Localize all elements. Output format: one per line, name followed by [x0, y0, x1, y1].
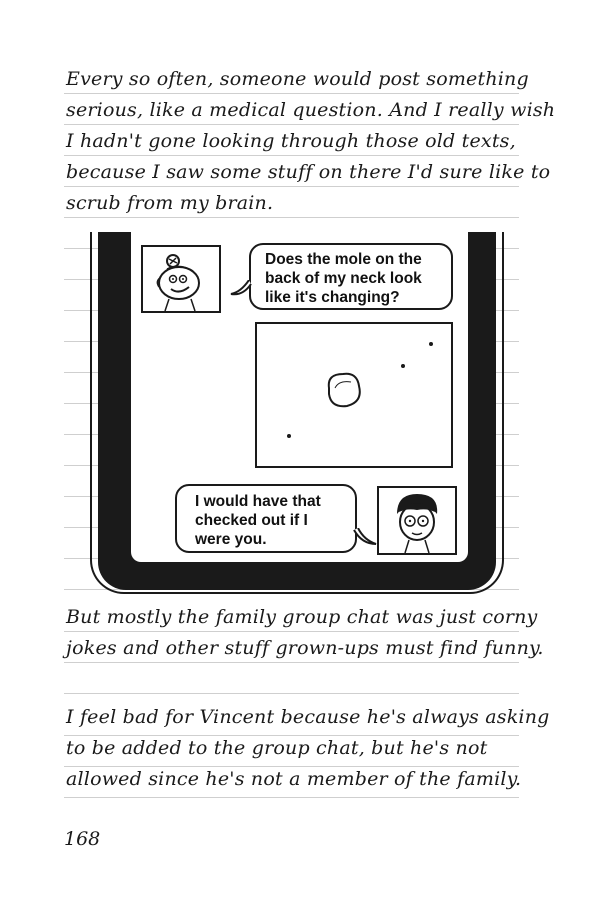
text-line: scrub from my brain. [66, 192, 274, 214]
text-line: serious, like a medical question. And I really wish [66, 99, 556, 121]
page-number: 168 [64, 828, 101, 850]
text-line: I feel bad for Vincent because he's always asking [66, 706, 550, 728]
text-line: I hadn't gone looking through those old texts, [66, 130, 516, 152]
chat-text-line: like it's changing? [265, 289, 400, 306]
chat-text-line: Does the mole on the [265, 251, 422, 268]
text-line: because I saw some stuff on there I'd sure like to [66, 161, 551, 183]
mom-avatar-icon [377, 486, 457, 555]
grandma-avatar-icon [141, 245, 221, 313]
chat-text-line: checked out if I [195, 512, 308, 529]
bubble-tail-icon [229, 280, 253, 300]
chat-bubble-incoming [249, 243, 453, 310]
mole-photo [255, 322, 453, 468]
text-line: jokes and other stuff grown-ups must find funny. [66, 637, 544, 659]
chat-text-line: back of my neck look [265, 270, 422, 287]
chat-bubble-outgoing [175, 484, 357, 553]
text-line: Every so often, someone would post something [66, 68, 529, 90]
text-line: allowed since he's not a member of the family. [66, 768, 522, 790]
chat-text-line: I would have that [195, 493, 321, 510]
chat-text-line: were you. [195, 531, 267, 548]
text-line: to be added to the group chat, but he's not [66, 737, 488, 759]
text-line: But mostly the family group chat was just corny [66, 606, 538, 628]
bubble-tail-icon [352, 528, 378, 550]
